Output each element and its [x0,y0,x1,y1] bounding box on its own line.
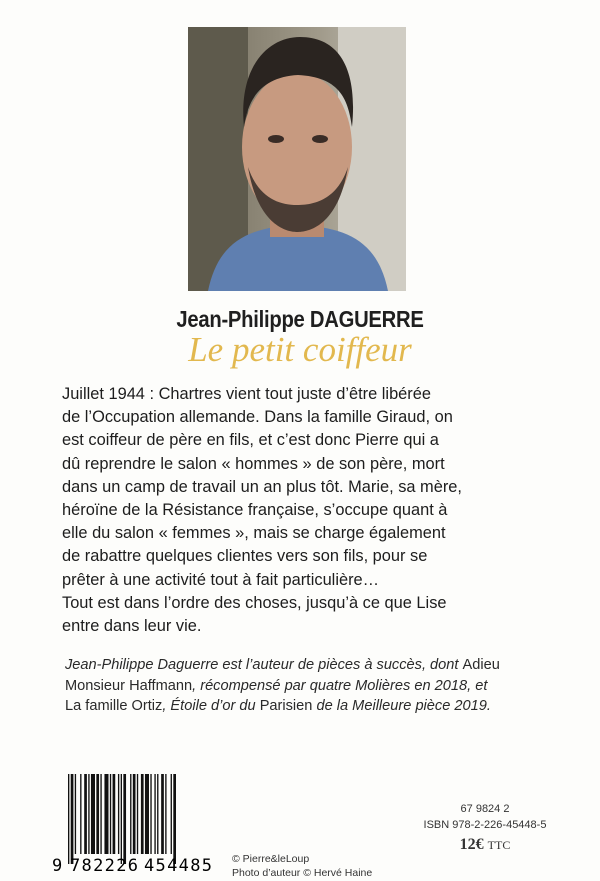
barcode-bar [130,774,131,854]
bio-text: Jean-Philippe Daguerre est l’auteur de pièces à succès, dont [65,657,463,673]
barcode-bar [68,774,69,864]
photo-credit: Photo d’auteur © Hervé Haine [232,867,373,879]
barcode-bar [123,774,126,864]
author-photo [188,27,406,291]
blurb-line: prêter à une activité tout à fait particulière… [62,570,380,589]
price-value: 12€ [459,836,484,853]
barcode-bar [133,774,136,854]
bio-play-title: Monsieur Haffmann [65,677,193,694]
author-name: Jean-Philippe DAGUERRE [176,306,424,332]
blurb-line: héroïne de la Résistance française, s’occupe quant à [62,501,448,520]
barcode-bar [154,774,155,854]
barcode-bar [165,774,166,854]
barcode-bar [121,774,122,864]
barcode-bar [145,774,149,854]
barcode-bar [141,774,144,854]
barcode-bar [80,774,81,854]
isbn-barcode [48,774,228,874]
book-codes [420,802,550,854]
barcode-bar [157,774,158,854]
bio-play-title: La famille Ortiz [65,698,163,714]
barcode-bar [171,774,172,854]
publisher-credit: © Pierre&leLoup [232,853,310,865]
bio-text: , Étoile d’or du [162,698,260,714]
barcode-bar [84,774,87,854]
reference-code: 67 9824 2 [460,803,510,815]
barcode-bar [113,774,116,854]
bio-text: , récompensé par quatre Molières en 2018, et [192,677,488,694]
barcode-bar [88,774,89,854]
barcode-digit-first: 9 [52,856,63,874]
barcode-bar [118,774,119,854]
blurb-line: Tout est dans l’ordre des choses, jusqu’à ce que Lise [62,593,447,612]
blurb-line: elle du salon « femmes », mais se charge également [62,524,446,543]
isbn: ISBN 978-2-226-45448-5 [423,818,547,831]
bio-newspaper: Parisien [259,698,313,714]
barcode-bar [71,774,74,864]
blurb-line: entre dans leur vie. [62,617,202,636]
credits [232,852,372,880]
barcode-bar [75,774,76,854]
barcode-bar [150,774,151,854]
blurb-line: de l’Occupation allemande. Dans la famille Giraud, on [62,408,453,427]
bio-play-title: Adieu [462,657,500,673]
blurb-line: dû reprendre le salon « hommes » de son père, mort [62,454,445,473]
barcode-bar [173,774,176,864]
barcode-digits-left: 782226 [70,856,138,874]
barcode-bar [161,774,164,854]
barcode-digits-right: 454485 [144,856,212,874]
author-bio [65,655,565,717]
blurb [62,383,562,638]
barcode-bar [91,774,95,854]
blurb-line: de rabattre quelques clientes vers son fils, pour se [62,547,428,566]
blurb-line: est coiffeur de père en fils, et c’est donc Pierre qui a [62,431,439,450]
barcode-bar [100,774,101,854]
blurb-line: Juillet 1944 : Chartres vient tout juste d’être libérée [62,385,431,403]
barcode-bar [137,774,138,854]
price [420,837,550,854]
barcode-bar [110,774,111,854]
price-ttc: TTC [487,838,511,852]
bio-text: de la Meilleure pièce 2019. [312,698,491,714]
barcode-bar [96,774,99,854]
book-title: Le petit coiffeur [188,330,412,369]
blurb-line: dans un camp de travail un an plus tôt. Marie, sa mère, [62,477,462,496]
barcode-bar [104,774,108,854]
